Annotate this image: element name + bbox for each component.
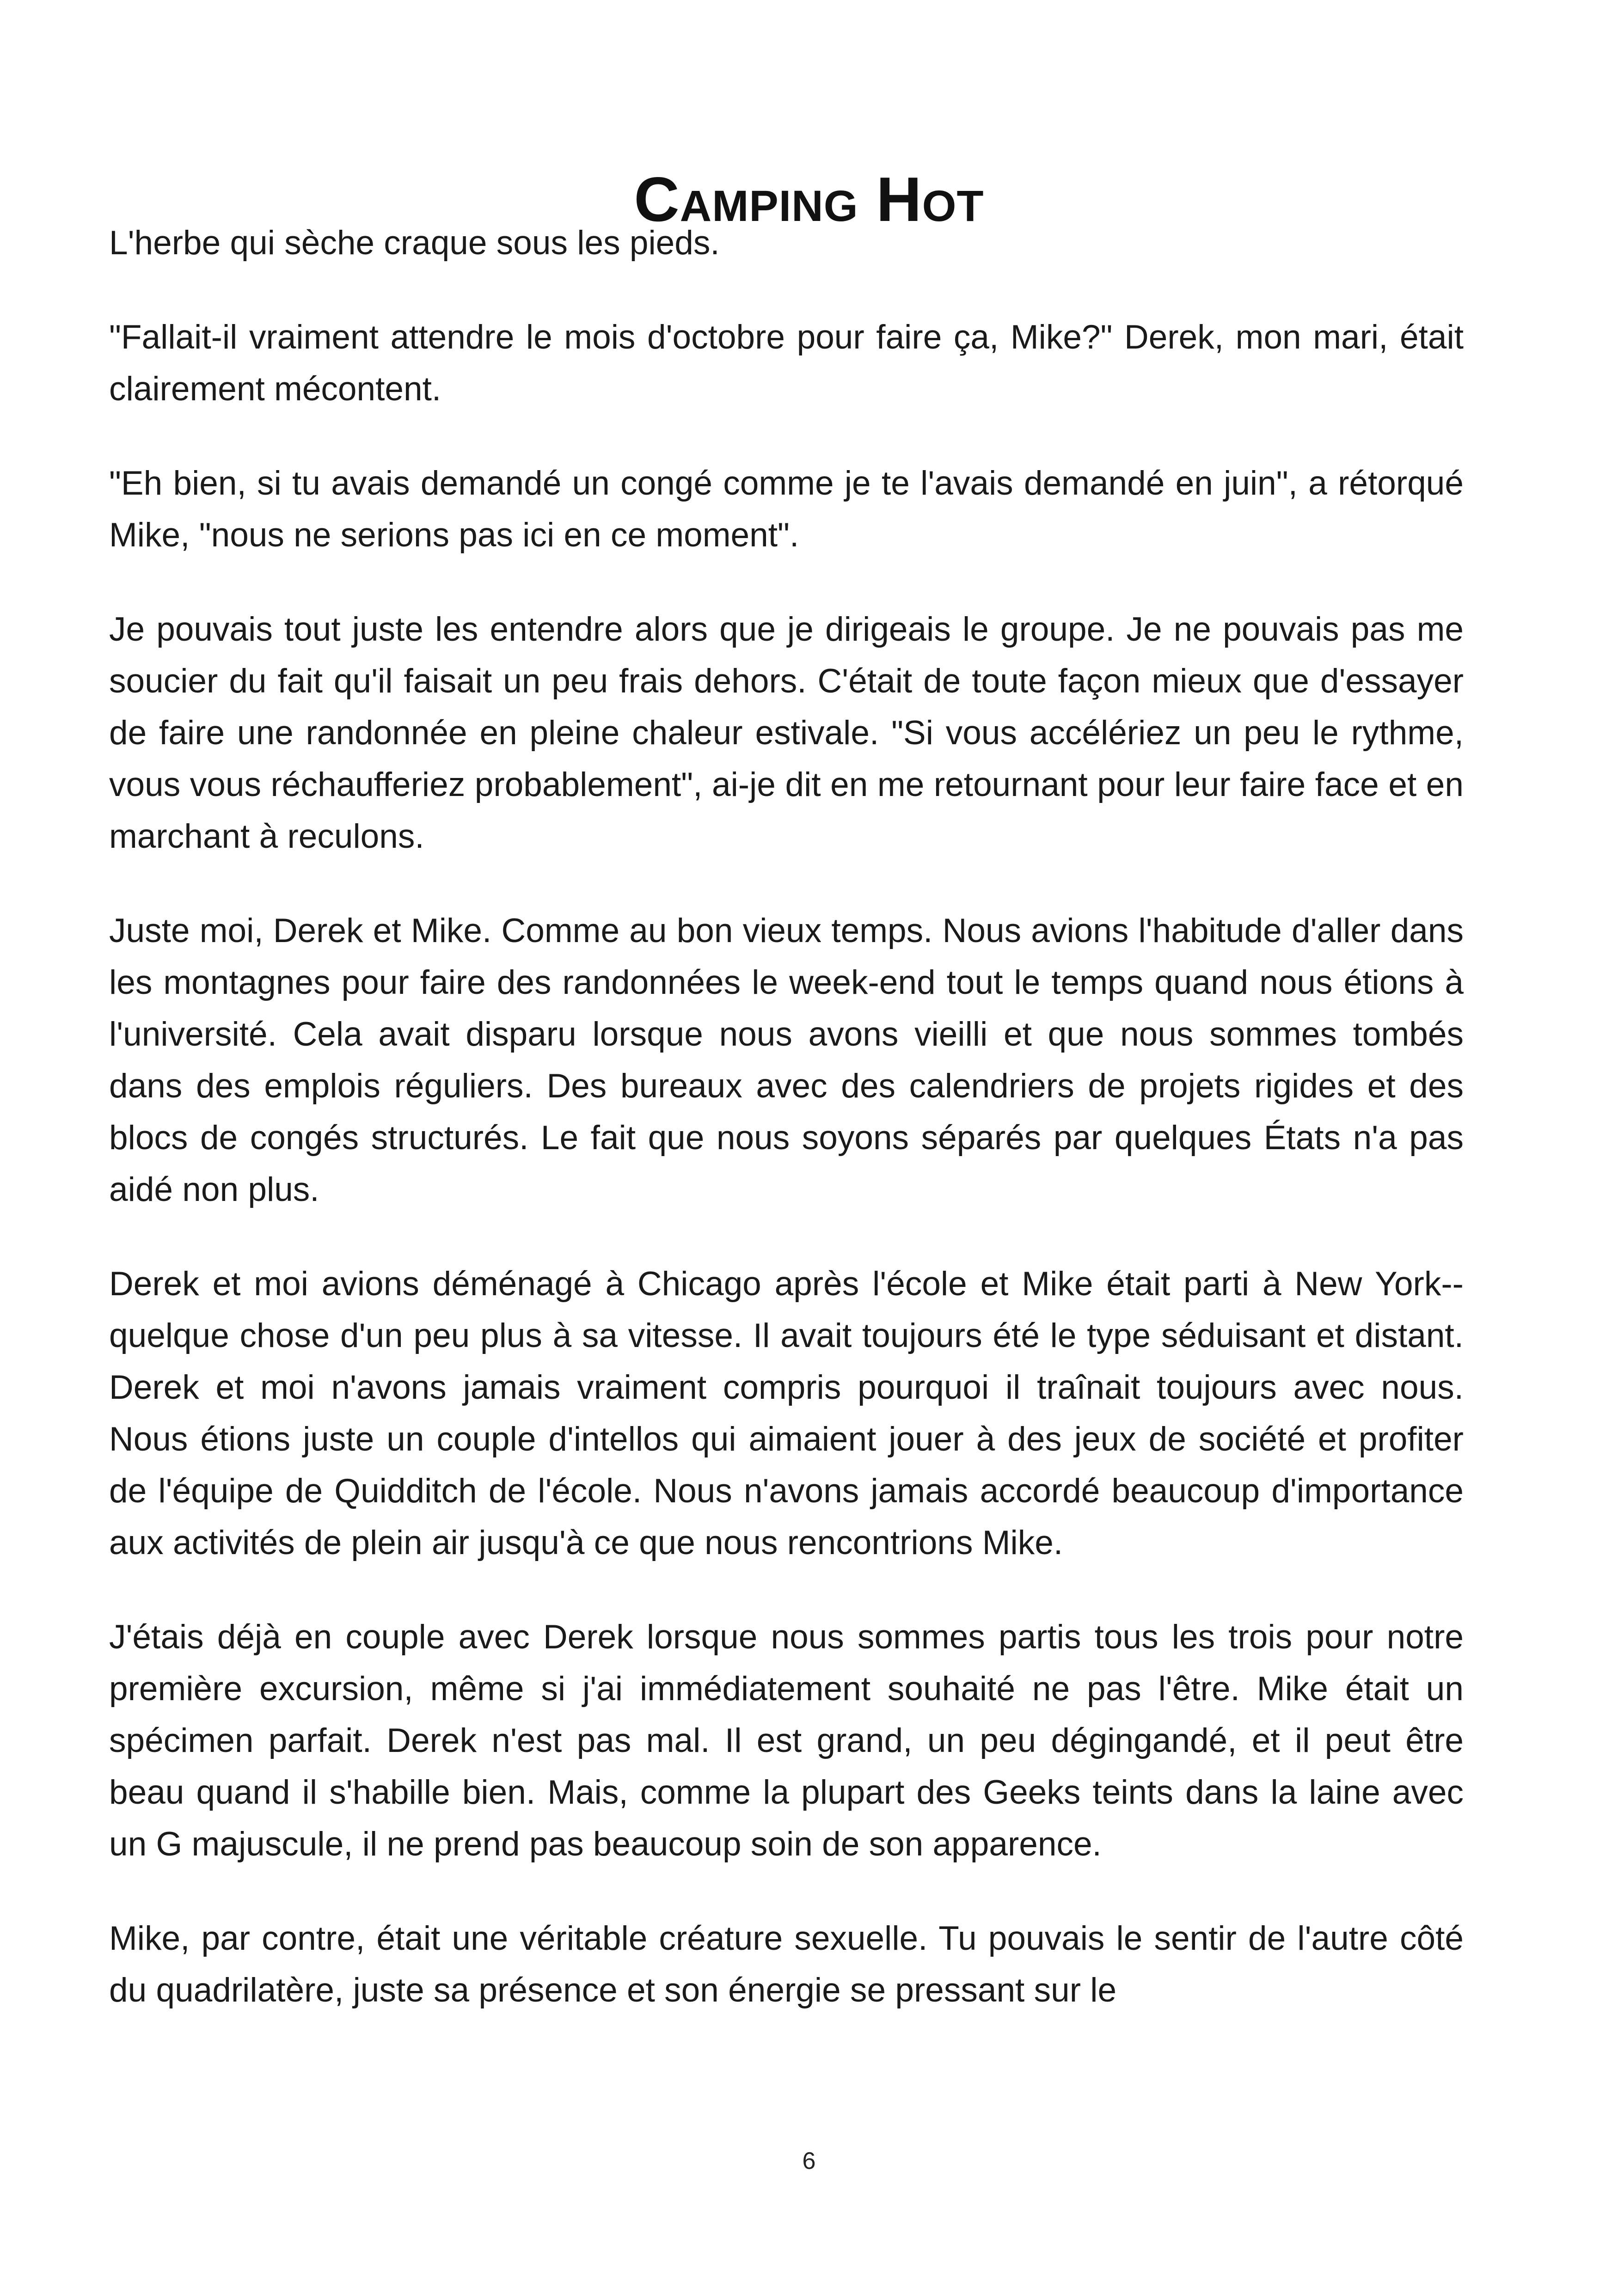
page-number: 6 [802, 2148, 816, 2174]
paragraph: "Fallait-il vraiment attendre le mois d'octobre pour faire ça, Mike?" Derek, mon mari, était clairement mécontent. [109, 318, 1464, 408]
paragraph: Je pouvais tout juste les entendre alors que je dirigeais le groupe. Je ne pouvais pas me soucier du fait qu'il faisait un peu frais dehors. C'était de toute façon mieux que d'essayer de faire une randonnée en pleine chaleur estivale. "Si vous accélériez un peu le rythme, vous vous réchaufferiez probablement", ai-je dit en me retournant pour leur faire face et en marchant à reculons. [109, 611, 1464, 855]
paragraph: Juste moi, Derek et Mike. Comme au bon vieux temps. Nous avions l'habitude d'aller dans les montagnes pour faire des randonnées le week-end tout le temps quand nous étions à l'université. Cela avait disparu lorsque nous avons vieilli et que nous sommes tombés dans des emplois réguliers. Des bureaux avec des calendriers de projets rigides et des blocs de congés structurés. Le fait que nous soyons séparés par quelques États n'a pas aidé non plus. [109, 912, 1464, 1208]
paragraph: L'herbe qui sèche craque sous les pieds. [109, 224, 720, 262]
paragraph: Mike, par contre, était une véritable créature sexuelle. Tu pouvais le sentir de l'autre côté du quadrilatère, juste sa présence et son énergie se pressant sur le [109, 1920, 1464, 2009]
paragraph: "Eh bien, si tu avais demandé un congé comme je te l'avais demandé en juin", a rétorqué Mike, "nous ne serions pas ici en ce moment". [109, 465, 1464, 554]
body-text [109, 217, 1464, 2059]
paragraph: J'étais déjà en couple avec Derek lorsque nous sommes partis tous les trois pour notre première excursion, même si j'ai immédiatement souhaité ne pas l'être. Mike était un spécimen parfait. Derek n'est pas mal. Il est grand, un peu dégingandé, et il peut être beau quand il s'habille bien. Mais, comme la plupart des Geeks teints dans la laine avec un G majuscule, il ne prend pas beaucoup soin de son apparence. [109, 1618, 1464, 1863]
paragraph: Derek et moi avions déménagé à Chicago après l'école et Mike était parti à New York--quelque chose d'un peu plus à sa vitesse. Il avait toujours été le type séduisant et distant. Derek et moi n'avons jamais vraiment compris pourquoi il traînait toujours avec nous. Nous étions juste un couple d'intellos qui aimaient jouer à des jeux de société et profiter de l'équipe de Quidditch de l'école. Nous n'avons jamais accordé beaucoup d'importance aux activités de plein air jusqu'à ce que nous rencontrions Mike. [109, 1265, 1464, 1561]
chapter-title: Camping Hot [634, 164, 984, 235]
